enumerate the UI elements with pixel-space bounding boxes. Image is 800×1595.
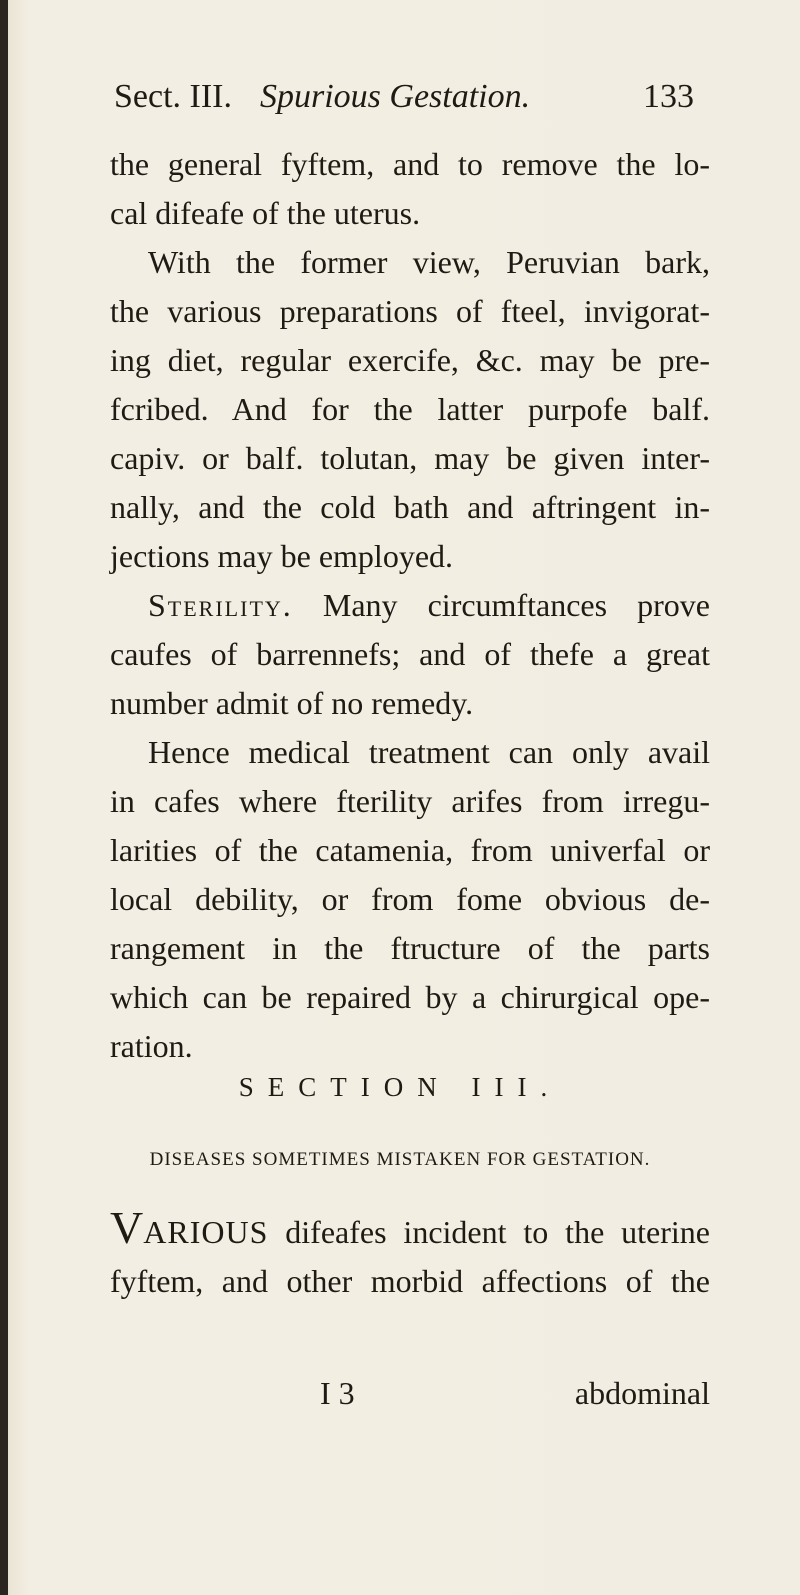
signature-mark: I 3 [320,1375,355,1411]
paragraph-2 [110,238,710,581]
page-number: 133 [643,78,694,115]
text-line [110,1202,711,1257]
text-line-rest: Many circumftances prove [322,587,711,623]
text-line [110,581,710,630]
paragraph-3 [110,581,710,728]
text-line: the general fyftem, and to remove the lo- [110,146,710,182]
section-text [110,1202,711,1306]
drop-cap: V [110,1202,144,1253]
paragraph-4 [110,728,710,1071]
paragraph-1 [110,140,710,238]
text-line: ing diet, regular exercife, &c. may be pre- [110,342,710,378]
section-subheading: DISEASES SOMETIMES MISTAKEN FOR GESTATION. [149,1149,651,1170]
text-line: nally, and the cold bath and aftringent in- [110,489,710,525]
header-title: Spurious Gestation. [260,78,531,115]
text-line: larities of the catamenia, from univerfal or [110,832,710,868]
text-line: which can be repaired by a chirurgical ope- [110,979,710,1015]
text-line: fyftem, and other morbid affections of the [110,1263,710,1299]
main-text [110,140,710,1071]
text-line-rest: difeafes incident to the uterine [285,1214,711,1250]
text-line: the various preparations of fteel, invigorat- [110,293,710,329]
text-line: caufes of barrennefs; and of thefe a great [110,636,710,672]
binding-edge [0,0,8,1595]
page-footer [110,1375,710,1425]
text-line: ration. [110,1028,193,1064]
text-line: jections may be employed. [110,538,454,574]
text-line: fcribed. And for the latter purpofe balf. [110,391,710,427]
text-line: cal difeafe of the uterus. [110,195,421,231]
text-line: number admit of no remedy. [110,685,474,721]
text-line: rangement in the ftructure of the parts [110,930,710,966]
text-line: local debility, or from fome obvious de- [110,881,710,917]
sterility-heading: Sterility. [148,587,293,623]
section-heading: SECTION III. [238,1072,562,1102]
text-line: Hence medical treatment can only avail [148,734,710,770]
catchword: abdominal [574,1375,710,1411]
text-line: With the former view, Peruvian bark, [148,244,710,280]
first-word-rest: ARIOUS [143,1214,269,1250]
text-line: in cafes where fterility arifes from irregu- [110,783,710,819]
header-section: Sect. III. [114,78,233,115]
text-line: capiv. or balf. tolutan, may be given inter- [110,440,710,476]
running-header [114,78,694,128]
